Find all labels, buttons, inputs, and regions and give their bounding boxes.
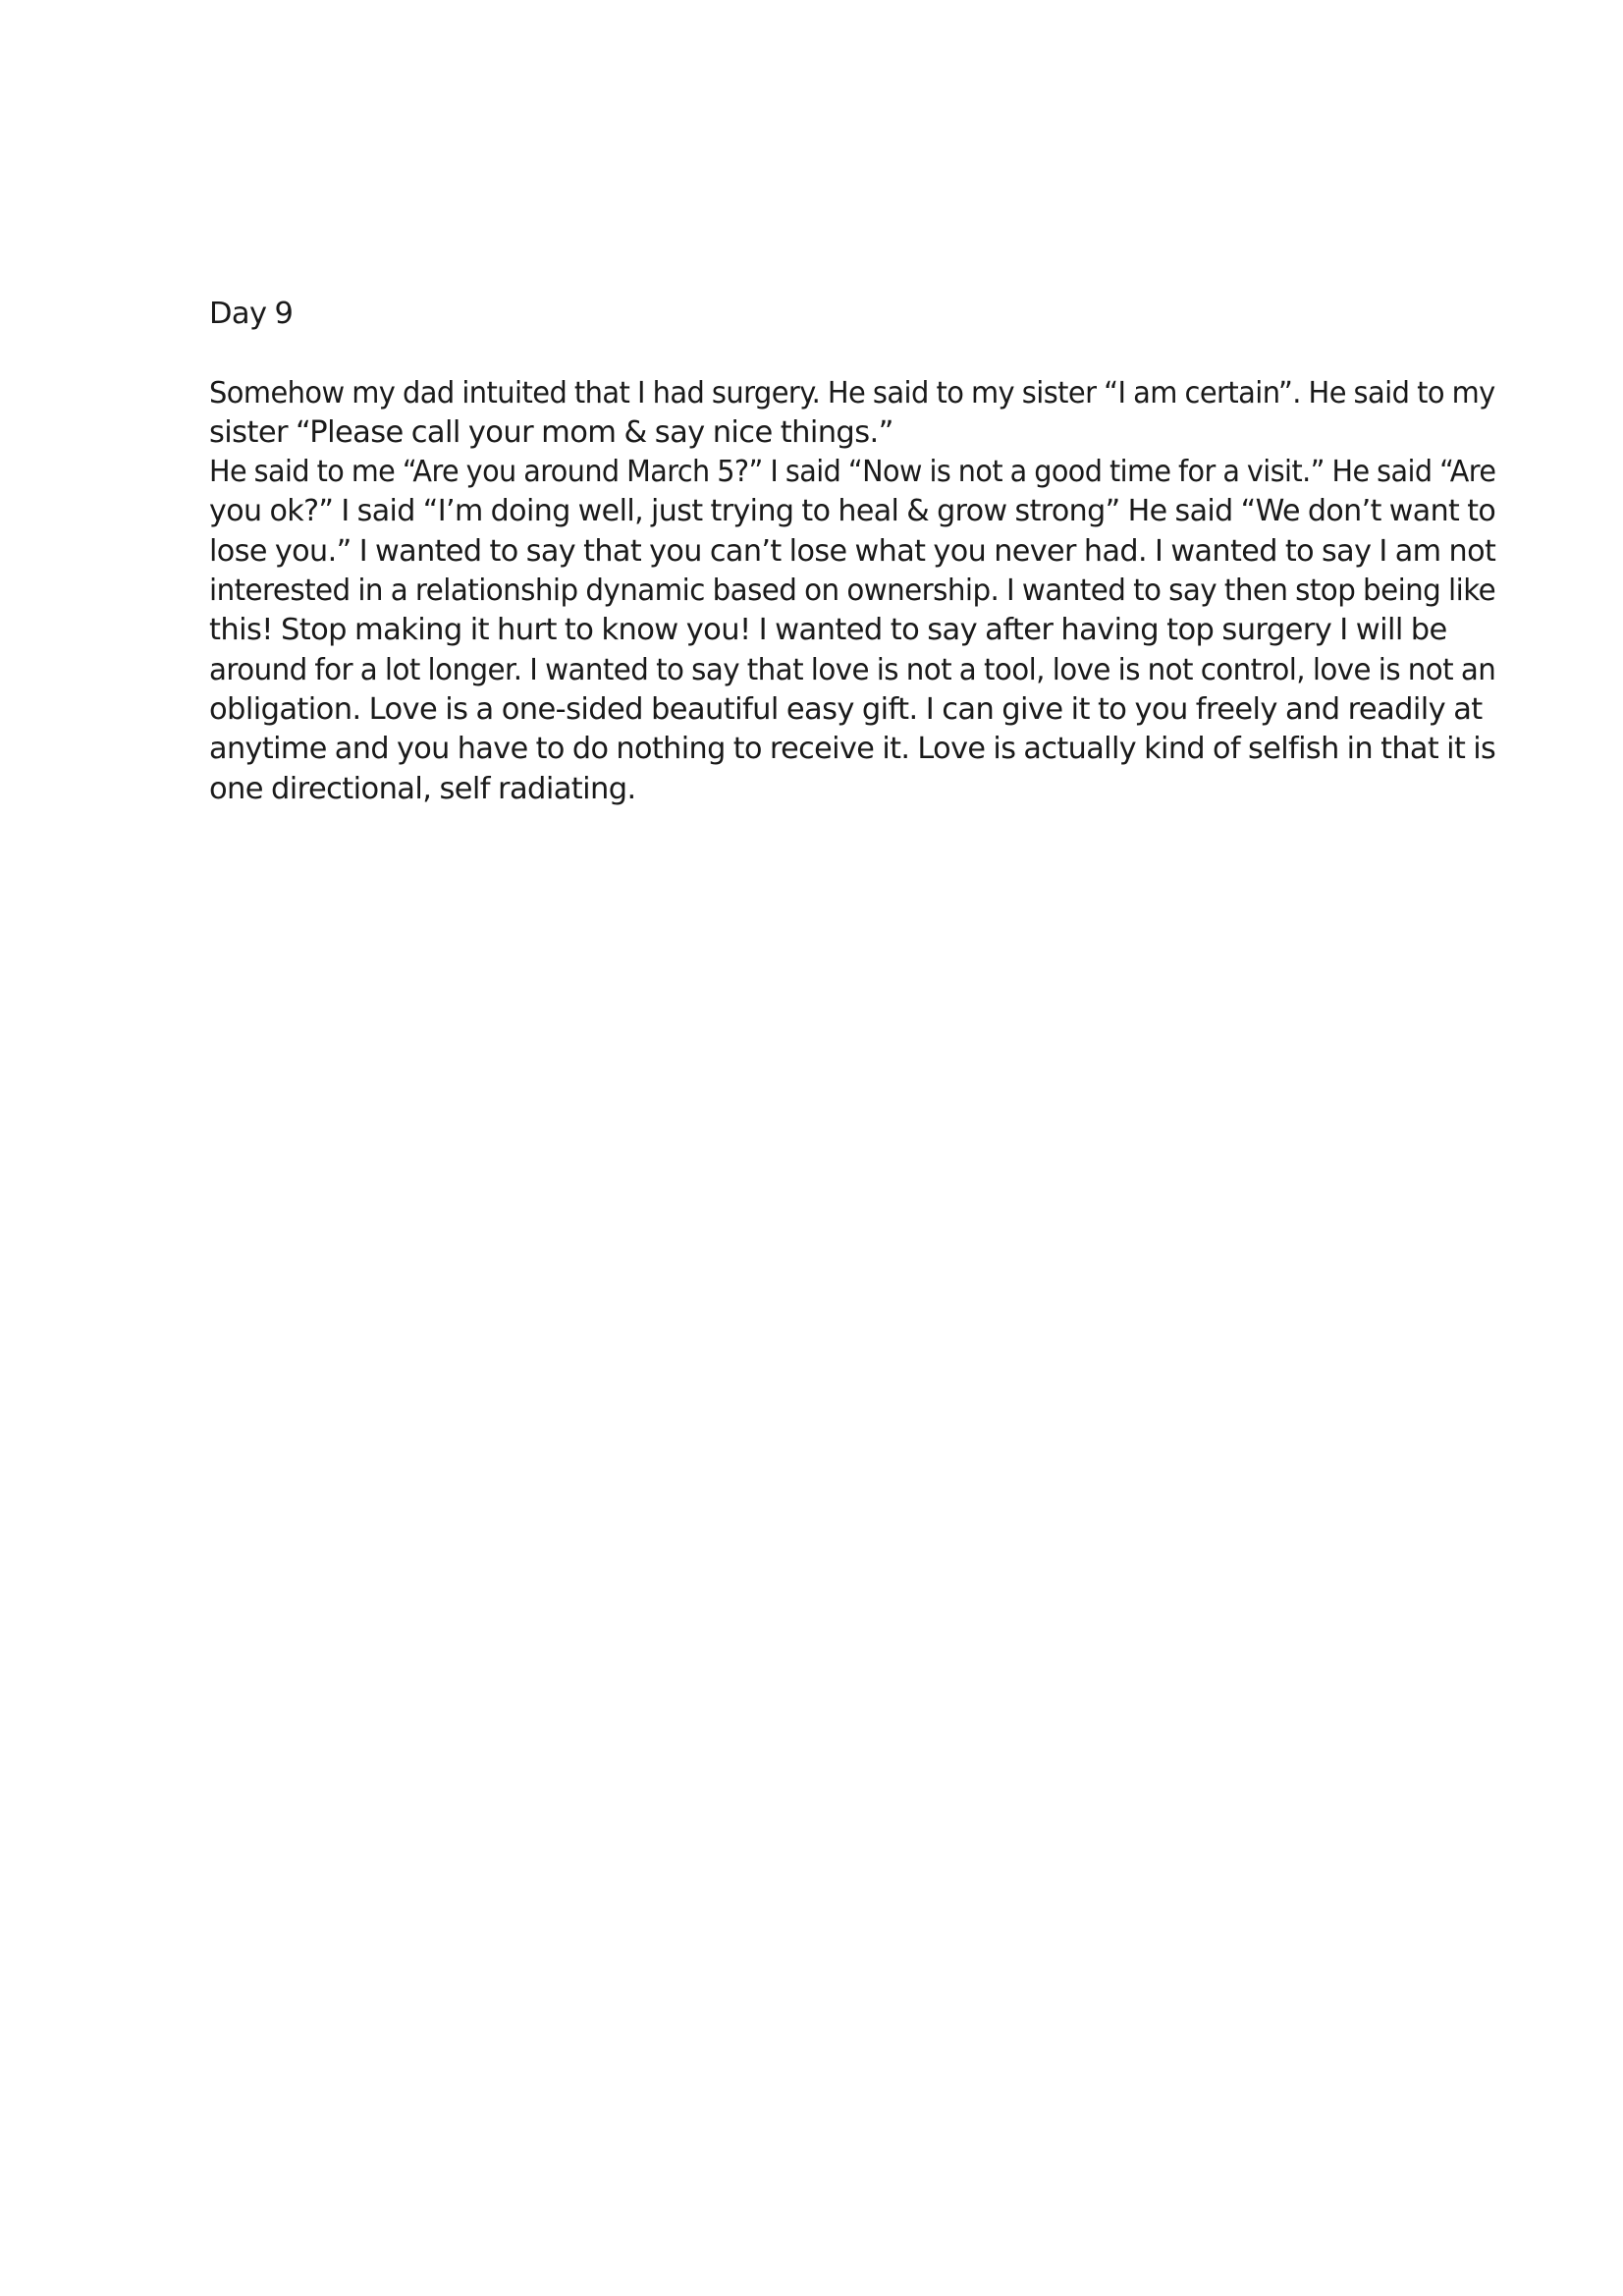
paragraph-spacer: [209, 334, 1495, 373]
text-line: Somehow my dad intuited that I had surgery. He said to my sister “I am certain”. He said to my: [209, 375, 1495, 410]
text-line: anytime and you have to do nothing to receive it. Love is actually kind of selfish in that it is: [209, 732, 1496, 767]
day-heading: Day 9: [209, 297, 294, 331]
text-line: lose you.” I wanted to say that you can’t lose what you never had. I wanted to say I am not: [209, 533, 1496, 569]
document-body: [209, 295, 1495, 809]
text-line: this! Stop making it hurt to know you! I wanted to say after having top surgery I will be: [209, 613, 1447, 648]
text-line: around for a lot longer. I wanted to say that love is not a tool, love is not control, love is not an: [209, 652, 1496, 687]
text-line: He said to me “Are you around March 5?” I said “Now is not a good time for a visit.” He said “Are: [209, 455, 1496, 490]
text-line: interested in a relationship dynamic based on ownership. I wanted to say then stop being like: [209, 574, 1496, 609]
text-line: sister “Please call your mom & say nice things.”: [209, 414, 893, 450]
text-line: one directional, self radiating.: [209, 771, 636, 806]
text-line: obligation. Love is a one-sided beautiful easy gift. I can give it to you freely and readily at: [209, 691, 1483, 727]
text-line: you ok?” I said “I’m doing well, just trying to heal & grow strong” He said “We don’t want to: [209, 494, 1496, 529]
